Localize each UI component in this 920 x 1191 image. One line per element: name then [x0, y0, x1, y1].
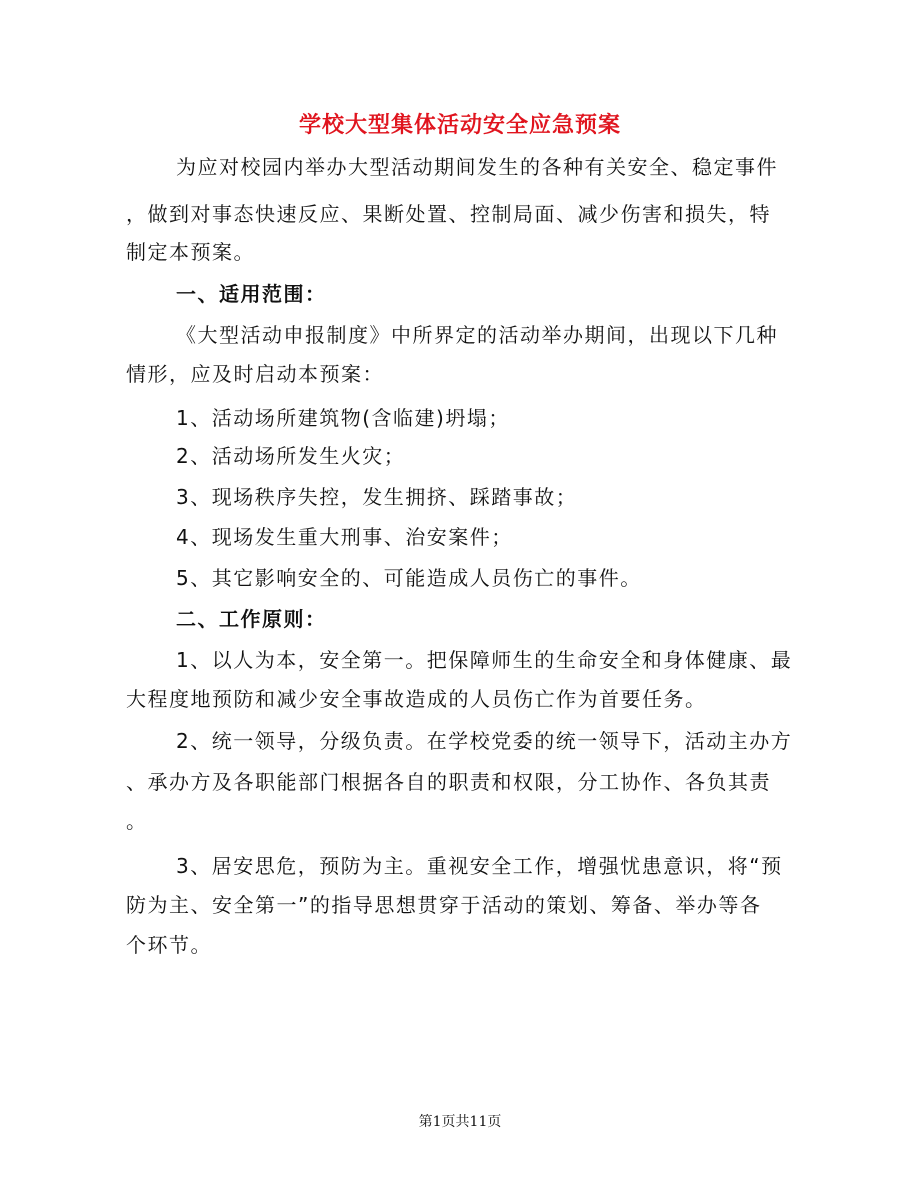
section2-heading: 二、工作原则：	[176, 607, 327, 631]
page-number-footer: 第1页共11页	[418, 1114, 502, 1130]
document-title: 学校大型集体活动安全应急预案	[298, 113, 621, 138]
section1-heading: 一、适用范围：	[176, 282, 327, 306]
section1-lead-line-1: 《大型活动申报制度》中所界定的活动举办期间，出现以下几种	[176, 323, 778, 347]
principle2-line-1: 2、统一领导，分级负责。在学校党委的统一领导下，活动主办方	[176, 729, 793, 753]
principle2-line-2: 、承办方及各职能部门根据各自的职责和权限，分工协作、各负其责	[126, 770, 771, 794]
principle2-line-3: 。	[126, 809, 148, 833]
section1-item-4: 4、现场发生重大刑事、治安案件；	[176, 525, 513, 549]
section1-item-5: 5、其它影响安全的、可能造成人员伤亡的事件。	[176, 566, 642, 590]
principle3-line-1: 3、居安思危，预防为主。重视安全工作，增强忧患意识，将“预	[176, 854, 783, 878]
principle3-line-2: 防为主、安全第一”的指导思想贯穿于活动的策划、筹备、举办等各	[126, 893, 762, 917]
intro-line-3: 制定本预案。	[126, 240, 255, 264]
intro-line-2: ，做到对事态快速反应、果断处置、控制局面、减少伤害和损失，特	[126, 202, 771, 226]
section1-item-1: 1、活动场所建筑物(含临建)坍塌；	[176, 406, 510, 430]
principle1-line-2: 大程度地预防和减少安全事故造成的人员伤亡作为首要任务。	[126, 687, 707, 711]
section1-lead-line-2: 情形，应及时启动本预案：	[126, 362, 384, 386]
section1-item-3: 3、现场秩序失控，发生拥挤、踩踏事故；	[176, 485, 578, 509]
section1-item-2: 2、活动场所发生火灾；	[176, 444, 406, 468]
intro-line-1: 为应对校园内举办大型活动期间发生的各种有关安全、稳定事件	[176, 155, 778, 179]
principle3-line-3: 个环节。	[126, 933, 212, 957]
principle1-line-1: 1、以人为本，安全第一。把保障师生的生命安全和身体健康、最	[176, 648, 793, 672]
